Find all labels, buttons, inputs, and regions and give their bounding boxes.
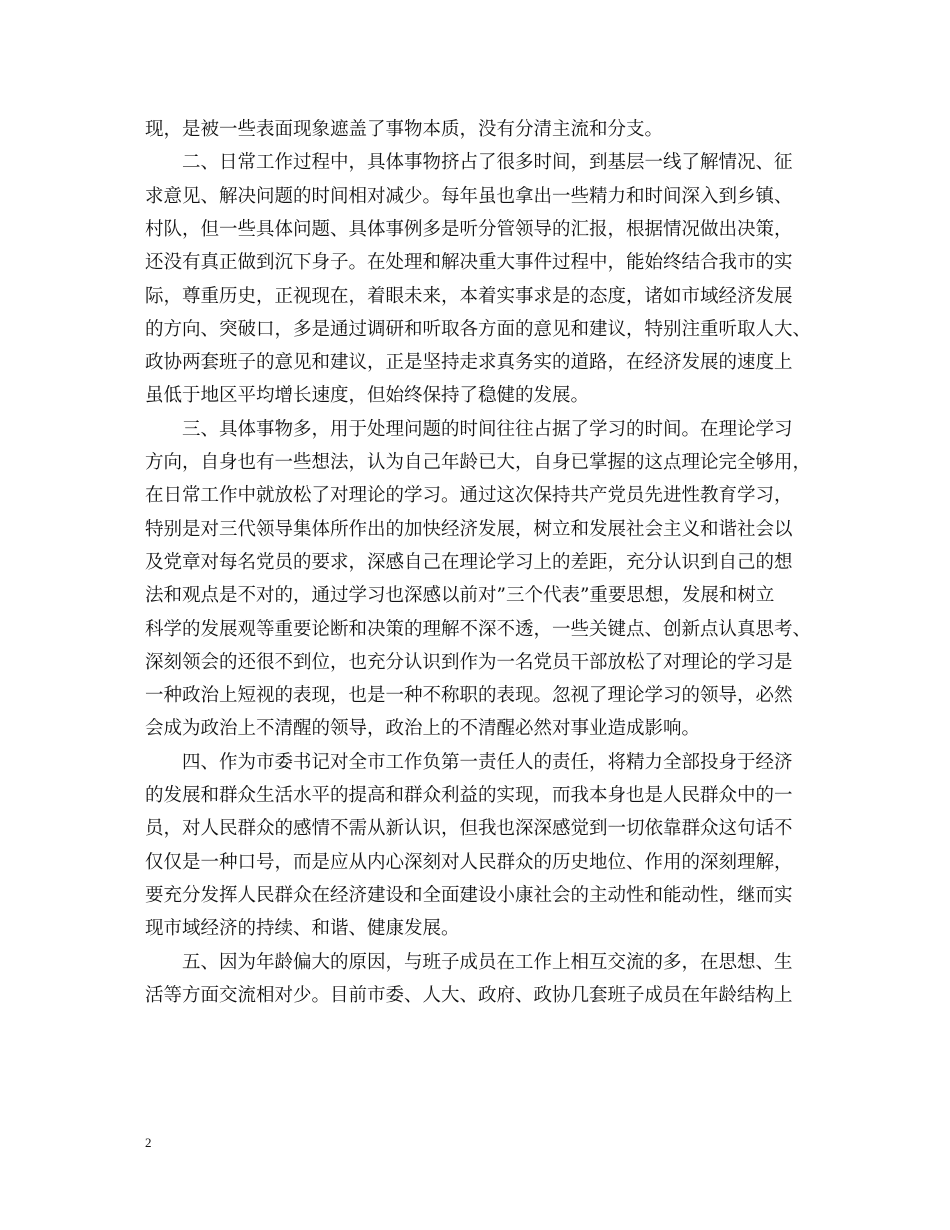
text-line: 及党章对每名党员的要求，深感自己在理论学习上的差距，充分认识到自己的想 (145, 551, 793, 573)
text-line: 三、具体事物多，用于处理问题的时间往往占据了学习的时间。在理论学习 (145, 418, 793, 440)
text-line: 员，对人民群众的感情不需从新认识，但我也深深感觉到一切依靠群众这句话不 (145, 818, 793, 840)
text-line: 特别是对三代领导集体所作出的加快经济发展，树立和发展社会主义和谐社会以 (145, 518, 793, 540)
text-line: 现，是被一些表面现象遮盖了事物本质，没有分清主流和分支。 (145, 119, 664, 140)
text-line: 活等方面交流相对少。目前市委、人大、政府、政协几套班子成员在年龄结构上 (145, 984, 793, 1006)
text-line: 虽低于地区平均增长速度，但始终保持了稳健的发展。 (145, 385, 590, 407)
text-line: 要充分发挥人民群众在经济建设和全面建设小康社会的主动性和能动性，继而实 (145, 884, 793, 906)
text-line: 在日常工作中就放松了对理论的学习。通过这次保持共产党员先进性教育学习， (145, 485, 793, 507)
text-line: 政协两套班子的意见和建议，正是坚持走求真务实的道路，在经济发展的速度上 (145, 352, 793, 374)
text-line: 的方向、突破口，多是通过调研和听取各方面的意见和建议，特别注重听取人大、 (145, 318, 812, 340)
text-line: 还没有真正做到沉下身子。在处理和解决重大事件过程中，能始终结合我市的实 (145, 252, 793, 274)
text-line: 村队，但一些具体问题、具体事例多是听分管领导的汇报，根据情况做出决策， (145, 218, 793, 240)
text-line: 会成为政治上不清醒的领导，政治上的不清醒必然对事业造成影响。 (145, 718, 701, 740)
text-line: 的发展和群众生活水平的提高和群众利益的实现，而我本身也是人民群众中的一 (145, 785, 793, 806)
page-number: 2 (145, 1135, 152, 1150)
text-line: 五、因为年龄偏大的原因，与班子成员在工作上相互交流的多，在思想、生 (145, 951, 793, 973)
text-line: 法和观点是不对的，通过学习也深感以前对”三个代表”重要思想，发展和树立 (145, 585, 775, 607)
text-line: 二、日常工作过程中，具体事物挤占了很多时间，到基层一线了解情况、征 (145, 152, 793, 174)
text-line: 际，尊重历史，正视现在，着眼未来，本着实事求是的态度，诸如市域经济发展 (145, 285, 793, 307)
text-line: 科学的发展观等重要论断和决策的理解不深不透，一些关键点、创新点认真思考、 (145, 618, 812, 640)
text-line: 求意见、解决问题的时间相对减少。每年虽也拿出一些精力和时间深入到乡镇、 (145, 185, 793, 207)
text-line: 四、作为市委书记对全市工作负第一责任人的责任，将精力全部投身于经济 (145, 751, 793, 773)
text-line: 一种政治上短视的表现，也是一种不称职的表现。忽视了理论学习的领导，必然 (145, 685, 793, 707)
text-line: 方向，自身也有一些想法，认为自己年龄已大，自身已掌握的这点理论完全够用， (145, 452, 812, 473)
text-line: 现市域经济的持续、和谐、健康发展。 (145, 918, 460, 940)
text-line: 深刻领会的还很不到位，也充分认识到作为一名党员干部放松了对理论的学习是 (145, 651, 793, 673)
text-line: 仅仅是一种口号，而是应从内心深刻对人民群众的历史地位、作用的深刻理解， (145, 851, 793, 873)
